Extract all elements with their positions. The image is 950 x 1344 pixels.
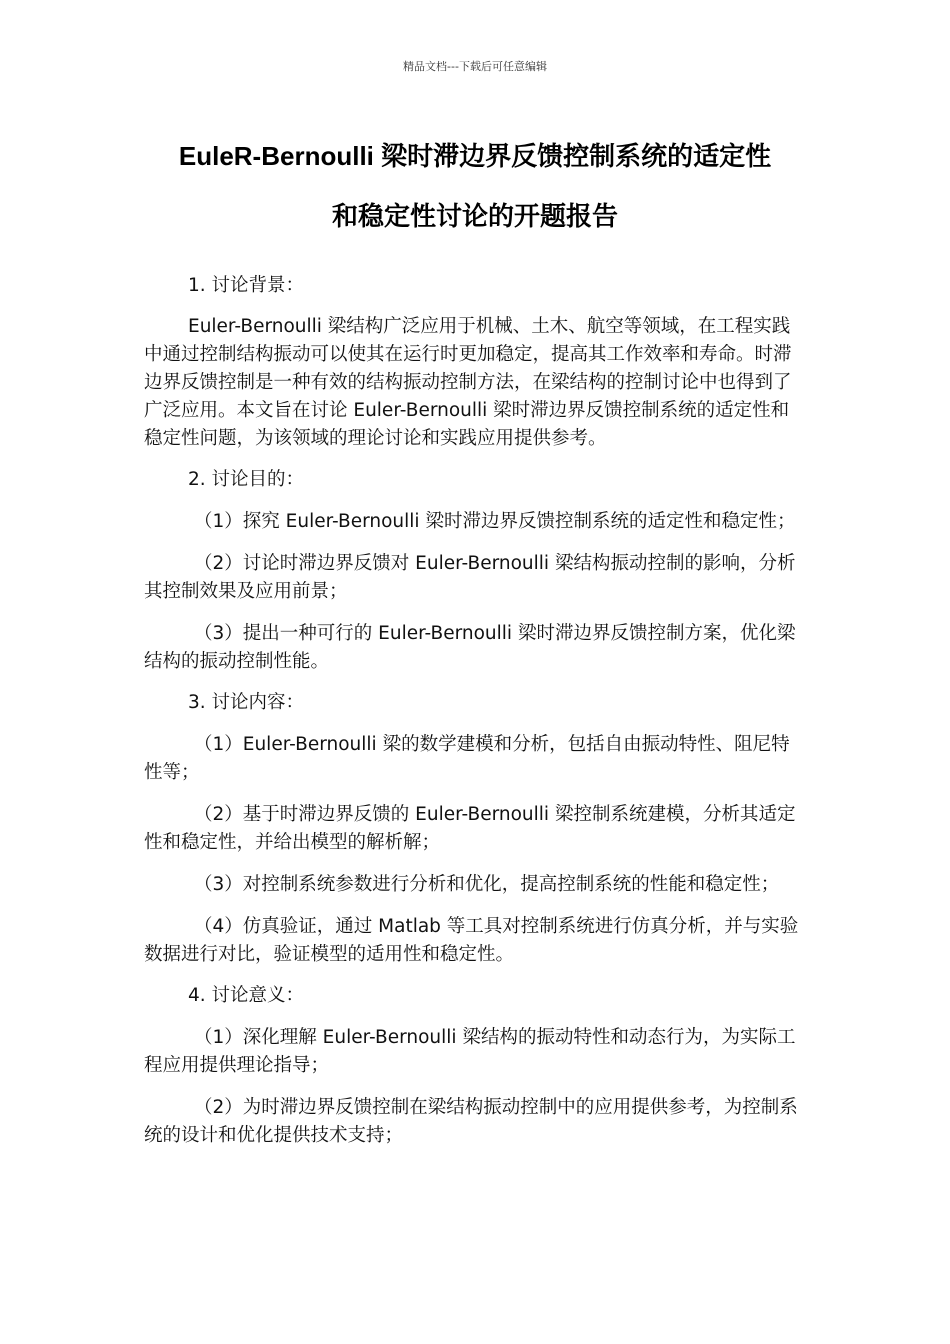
document-title-line-2: 和稳定性讨论的开题报告 — [331, 201, 618, 231]
significance-item-1: （1）深化理解 Euler-Bernoulli 梁结构的振动特性和动态行为，为实际工程应用提供理论指导； — [144, 1027, 796, 1076]
section-heading-purpose: 2. 讨论目的： — [188, 469, 305, 490]
section-heading-background: 1. 讨论背景： — [188, 275, 305, 296]
section-heading-significance: 4. 讨论意义： — [188, 985, 305, 1006]
background-paragraph: Euler-Bernoulli 梁结构广泛应用于机械、土木、航空等领域，在工程实践中通过控制结构振动可以使其在运行时更加稳定，提高其工作效率和寿命。时滞边界反馈控制是一种有效的结构振动控制方法，在梁结构的控制讨论中也得到了广泛应用。本文旨在讨论 Euler-Bernoulli 梁时滞边界反馈控制系统的适定性和稳定性问题，为该领域的理论讨论和实践应用提供参考。 — [144, 316, 792, 449]
content-item-2: （2）基于时滞边界反馈的 Euler-Bernoulli 梁控制系统建模，分析其适定性和稳定性，并给出模型的解析解； — [144, 804, 796, 853]
document-title-line-1: EuleR-Bernoulli 梁时滞边界反馈控制系统的适定性 — [178, 141, 772, 171]
purpose-item-3: （3）提出一种可行的 Euler-Bernoulli 梁时滞边界反馈控制方案，优化梁结构的振动控制性能。 — [144, 623, 796, 672]
content-item-4: （4）仿真验证，通过 Matlab 等工具对控制系统进行仿真分析，并与实验数据进行对比，验证模型的适用性和稳定性。 — [144, 916, 799, 965]
document-body — [144, 272, 806, 1150]
page-header-note: 精品文档---下载后可任意编辑 — [403, 60, 547, 73]
content-item-1: （1）Euler-Bernoulli 梁的数学建模和分析，包括自由振动特性、阻尼特性等； — [144, 734, 790, 783]
purpose-item-1: （1）探究 Euler-Bernoulli 梁时滞边界反馈控制系统的适定性和稳定性； — [194, 511, 796, 532]
purpose-item-2: （2）讨论时滞边界反馈对 Euler-Bernoulli 梁结构振动控制的影响，分析其控制效果及应用前景； — [144, 553, 796, 602]
section-heading-content: 3. 讨论内容： — [188, 692, 305, 713]
content-item-3: （3）对控制系统参数进行分析和优化，提高控制系统的性能和稳定性； — [194, 874, 780, 895]
significance-item-2: （2）为时滞边界反馈控制在梁结构振动控制中的应用提供参考，为控制系统的设计和优化提供技术支持； — [144, 1097, 798, 1146]
